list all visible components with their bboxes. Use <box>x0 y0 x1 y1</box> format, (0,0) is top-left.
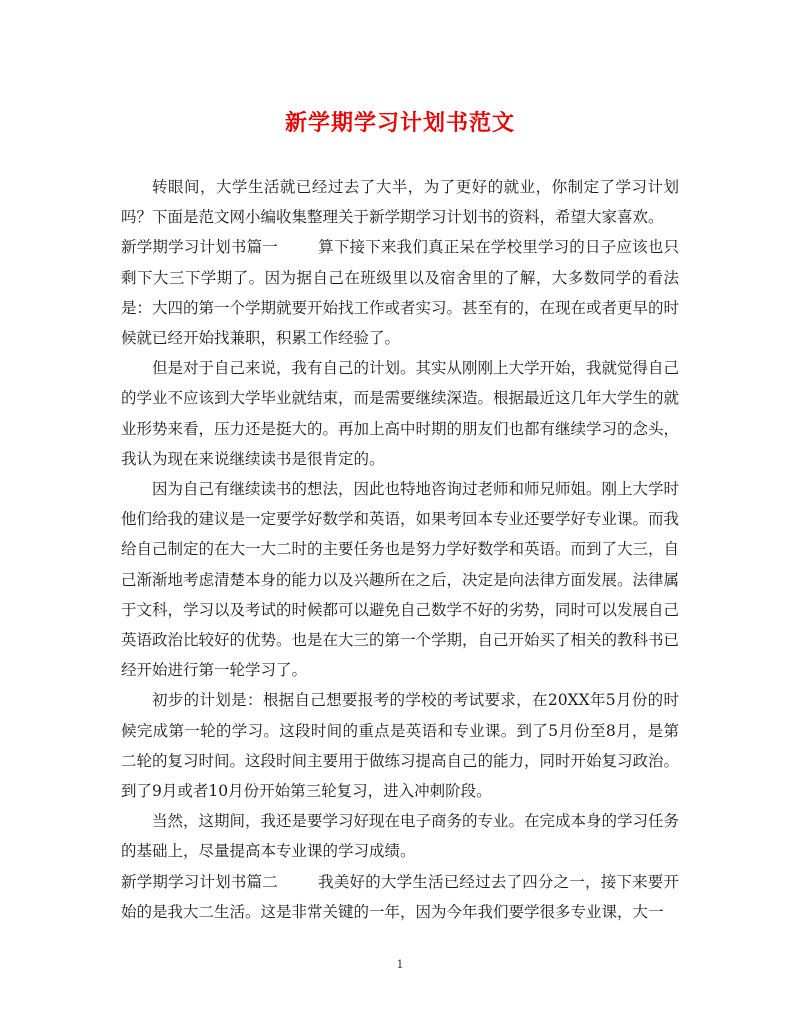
paragraph-text: 初步的计划是：根据自己想要报考的学校的考试要求，在20XX年5月份的时候完成第一轮的学习。这段时间的重点是英语和专业课。到了5月份至8月，是第二轮的复习时间。这段时间主要用于做练习提高自己的能力，同时开始复习政治。到了9月或者10月份开始第三轮复习，进入冲刺阶段。 <box>121 691 680 801</box>
paragraph-text: 我美好的大学生活已经过去了四分之一，接下来要开始的是我大二生活。这是非常关键的一年，因为今年我们要学很多专业课，大一 <box>121 872 679 921</box>
paragraph-major-study <box>121 806 679 866</box>
paragraph-law-direction <box>121 474 679 685</box>
page-number: 1 <box>396 958 404 971</box>
section-heading: 新学期学习计划书篇二 <box>121 872 278 891</box>
paragraph-own-plan <box>121 353 679 474</box>
paragraph-text: 但是对于自己来说，我有自己的计划。其实从刚刚上大学开始，我就觉得自己的学业不应该到大学毕业就结束，而是需要继续深造。根据最近这几年大学生的就业形势来看，压力还是挺大的。再加上高中时期的朋友们也都有继续学习的念头，我认为现在来说继续读书是很肯定的。 <box>121 359 680 468</box>
paragraph-text: 转眼间，大学生活就已经过去了大半，为了更好的就业，你制定了学习计划吗？下面是范文网小编收集整理关于新学期学习计划书的资料，希望大家喜欢。 <box>121 178 679 227</box>
document-title: 新学期学习计划书范文 <box>284 110 515 136</box>
paragraph-section-one <box>121 232 679 353</box>
paragraph-section-two <box>121 867 679 927</box>
paragraph-schedule <box>121 685 679 806</box>
paragraph-text: 因为自己有继续读书的想法，因此也特地咨询过老师和师兄师姐。刚上大学时他们给我的建议是一定要学好数学和英语，如果考回本专业还要学好专业课。而我给自己制定的在大一大二时的主要任务也是努力学好数学和英语。而到了大三，自己渐渐地考虑清楚本身的能力以及兴趣所在之后，决定是向法律方面发展。法律属于文科，学习以及考试的时候都可以避免自己数学不好的劣势，同时可以发展自己英语政治比较好的优势。也是在大三的第一个学期，自己开始买了相关的教科书已经开始进行第一轮学习了。 <box>121 480 680 680</box>
paragraph-intro <box>121 172 679 232</box>
paragraph-text: 当然，这期间，我还是要学习好现在电子商务的专业。在完成本身的学习任务的基础上，尽量提高本专业课的学习成绩。 <box>121 812 680 861</box>
document-body <box>121 172 679 927</box>
paragraph-text: 算下接下来我们真正呆在学校里学习的日子应该也只剩下大三下学期了。因为据自己在班级里以及宿舍里的了解，大多数同学的看法是：大四的第一个学期就要开始找工作或者实习。甚至有的，在现在或者更早的时候就已经开始找兼职，积累工作经验了。 <box>121 238 680 348</box>
section-heading: 新学期学习计划书篇一 <box>121 238 278 257</box>
